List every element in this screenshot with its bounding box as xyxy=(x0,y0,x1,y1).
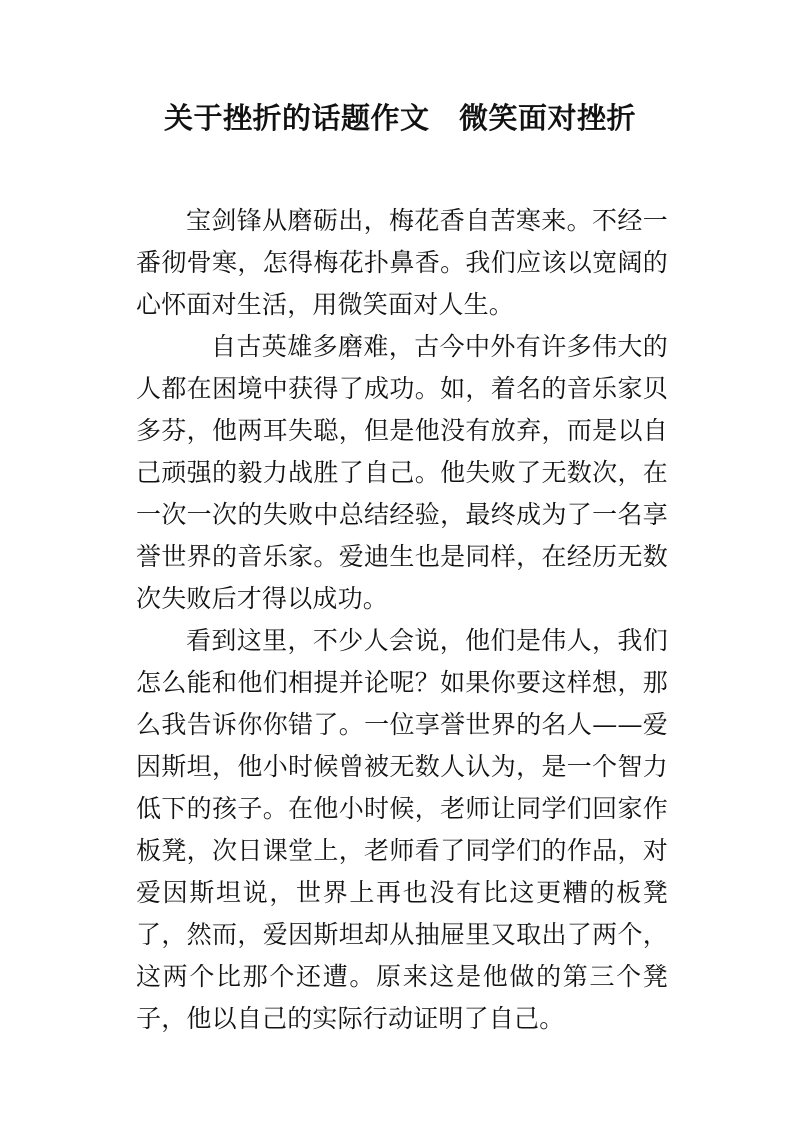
paragraph-1: 宝剑锋从磨砺出，梅花香自苦寒来。不经一番彻骨寒，怎得梅花扑鼻香。我们应该以宽阔的心怀面对生活，用微笑面对人生。 xyxy=(136,206,668,319)
paragraph-2: 自古英雄多磨难，古今中外有许多伟大的人都在困境中获得了成功。如，着名的音乐家贝多芬，他两耳失聪，但是他没有放弃，而是以自己顽强的毅力战胜了自己。他失败了无数次，在一次一次的失败中总结经验，最终成为了一名享誉世界的音乐家。爱迪生也是同样，在经历无数次失败后才得以成功。 xyxy=(136,332,668,613)
document-title: 关于挫折的话题作文 微笑面对挫折 xyxy=(163,101,636,135)
paragraph-3: 看到这里，不少人会说，他们是伟人，我们怎么能和他们相提并论呢？如果你要这样想，那么我告诉你你错了。一位享誉世界的名人——爱因斯坦，他小时候曾被无数人认为，是一个智力低下的孩子。在他小时候，老师让同学们回家作板凳，次日课堂上，老师看了同学们的作品，对爱因斯坦说，世界上再也没有比这更糟的板凳了，然而，爱因斯坦却从抽屉里又取出了两个，这两个比那个还遭。原来这是他做的第三个凳子，他以自己的实际行动证明了自己。 xyxy=(136,626,668,1033)
document-body xyxy=(136,200,668,1040)
